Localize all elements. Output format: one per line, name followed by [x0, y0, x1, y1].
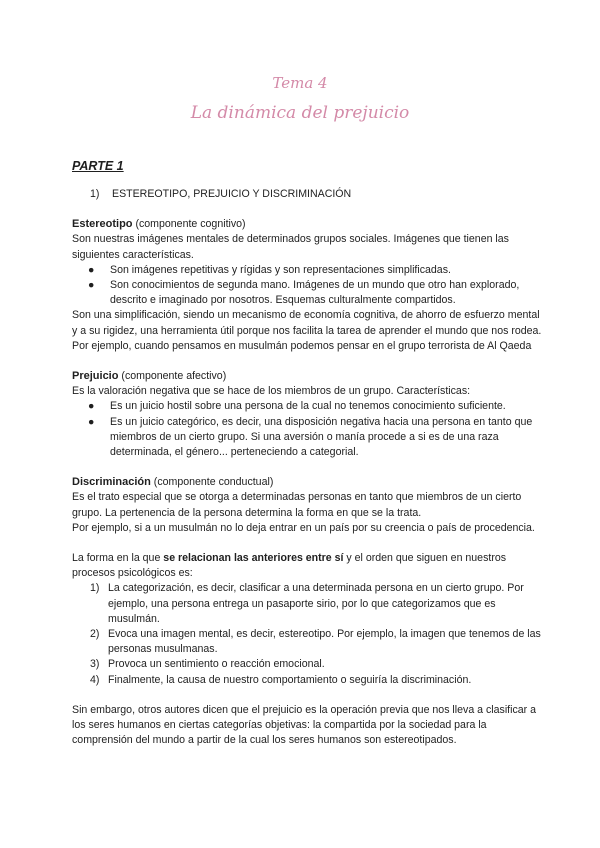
- estereotipo-term: Estereotipo: [72, 218, 133, 231]
- discriminacion-note: (componente conductual): [150, 476, 274, 489]
- section-heading: [90, 187, 542, 202]
- prejuicio-intro: Es la valoración negativa que se hace de los miembros de un grupo. Características:: [72, 385, 471, 398]
- relacion-text-after: y el orden que siguen en nuestros procesos psicológicos es:: [72, 552, 507, 580]
- prejuicio-note: (componente afectivo): [118, 370, 227, 383]
- list-item: [72, 263, 542, 278]
- list-item-text: La categorización, es decir, clasificar a una determinada persona en un cierto grupo. Por ejemplo, una persona entrega un pasaporte sirio, por lo que categorizamos que es musulmán.: [108, 582, 524, 625]
- section-number: 1): [90, 188, 100, 200]
- discriminacion-term: Discriminación: [72, 476, 151, 489]
- document-title: Tema 4: [272, 74, 328, 92]
- step-number: 4): [90, 673, 100, 686]
- list-item: [72, 278, 542, 308]
- discriminacion-heading: [72, 475, 542, 490]
- prejuicio-term: Prejuicio: [72, 370, 119, 383]
- bullet-icon: ●: [88, 263, 95, 276]
- list-item-text: Finalmente, la causa de nuestro comportamiento o seguiría la discriminación.: [108, 673, 472, 686]
- list-item: [72, 657, 542, 672]
- list-item: [72, 415, 542, 461]
- estereotipo-heading: [72, 217, 542, 232]
- document-subtitle: La dinámica del prejuicio: [190, 103, 410, 123]
- relacion-text-before: La forma en la que: [72, 552, 164, 565]
- estereotipo-note: (componente cognitivo): [132, 218, 246, 231]
- list-item: [72, 581, 542, 627]
- bullet-icon: ●: [88, 279, 95, 292]
- step-number: 2): [90, 628, 100, 641]
- step-number: 1): [90, 582, 100, 595]
- process-steps-list: [72, 581, 542, 687]
- list-item-text: Provoca un sentimiento o reacción emocional.: [108, 658, 325, 671]
- prejuicio-bullet-list: [72, 399, 542, 460]
- list-item-text: Son conocimientos de segunda mano. Imágenes de un mundo que otro han explorado, descrito e imaginado por nosotros. Esquemas culturalmente compartidos.: [110, 279, 520, 307]
- estereotipo-example: Por ejemplo, cuando pensamos en musulmán podemos pensar en el grupo terrorista de Al Qaeda: [72, 339, 532, 352]
- estereotipo-intro: Son nuestras imágenes mentales de determinados grupos sociales. Imágenes que tienen las siguientes características.: [72, 233, 509, 261]
- relacion-emphasis: se relacionan las anteriores entre sí: [163, 552, 344, 565]
- estereotipo-bullet-list: [72, 263, 542, 309]
- estereotipo-paragraph: Son una simplificación, siendo un mecanismo de economía cognitiva, de ahorro de esfuerzo mental y a su rigidez, una herramienta útil porque nos facilita la tarea de aprender el mundo que nos rodea.: [72, 309, 542, 337]
- bullet-icon: ●: [88, 415, 95, 428]
- document-body: [72, 187, 542, 749]
- list-item: [72, 399, 542, 414]
- list-item: [72, 627, 542, 657]
- list-item-text: Evoca una imagen mental, es decir, estereotipo. Por ejemplo, la imagen que tenemos de las personas musulmanas.: [108, 628, 541, 656]
- list-item: [72, 673, 542, 688]
- relacion-intro: [72, 551, 542, 581]
- list-item-text: Son imágenes repetitivas y rígidas y son representaciones simplificadas.: [110, 263, 451, 276]
- discriminacion-example: Por ejemplo, si a un musulmán no lo deja entrar en un país por su creencia o país de procedencia.: [72, 521, 535, 534]
- bullet-icon: ●: [88, 400, 95, 413]
- step-number: 3): [90, 658, 100, 671]
- conclusion-paragraph: Sin embargo, otros autores dicen que el prejuicio es la operación previa que nos lleva a clasificar a los seres humanos en ciertas categorías objetivas: la compartida por la sociedad para la comprensión del mundo a partir de la cual los seres humanos son estereotipados.: [72, 703, 537, 747]
- prejuicio-heading: [72, 369, 542, 384]
- part-heading: PARTE 1: [72, 159, 124, 173]
- list-item-text: Es un juicio categórico, es decir, una disposición negativa hacia una persona en tanto que miembros de un cierto grupo. Si una aversión o manía procede a si es de una raza determinada, el género... perteneciendo a categorial.: [110, 415, 533, 459]
- section-title: ESTEREOTIPO, PREJUICIO Y DISCRIMINACIÓN: [112, 188, 352, 200]
- list-item-text: Es un juicio hostil sobre una persona de la cual no tenemos conocimiento suficiente.: [110, 400, 506, 413]
- discriminacion-paragraph: Es el trato especial que se otorga a determinadas personas en tanto que miembros de un cierto grupo. La pertenencia de la persona determina la forma en que se la trata.: [72, 491, 522, 519]
